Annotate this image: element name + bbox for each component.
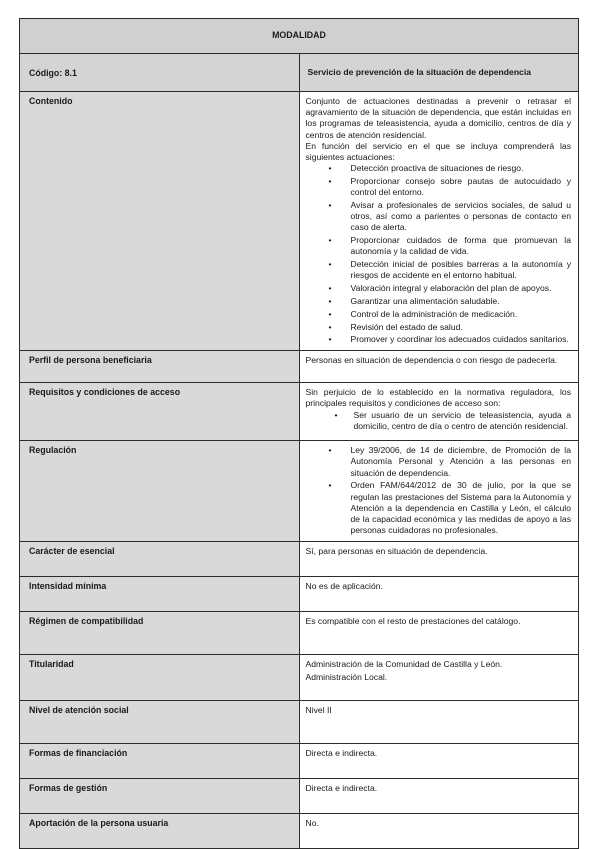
nivel-row	[20, 701, 579, 744]
perfil-value: Personas en situación de dependencia o con riesgo de padecerla.	[299, 351, 579, 383]
titularidad-value	[299, 655, 579, 701]
list-item: • Ley 39/2006, de 14 de diciembre, de Promoción de la Autonomía Personal y Atención a las personas en situación de dependencia.	[306, 445, 572, 479]
requisitos-intro: Sin perjuicio de lo establecido en la normativa reguladora, los principales requisitos y condiciones de acceso son:	[305, 387, 571, 409]
intensidad-row	[20, 577, 579, 612]
intensidad-label: Intensidad mínima	[20, 577, 300, 612]
regimen-value: Es compatible con el resto de prestaciones del catálogo.	[299, 612, 579, 655]
modalidad-sheet	[19, 18, 579, 849]
regulacion-list	[306, 445, 572, 536]
list-item: • Detección inicial de posibles barreras a la autonomía y riesgos de accidente en el entorno habitual.	[306, 259, 572, 281]
contenido-label: Contenido	[20, 92, 300, 351]
contenido-lead: En función del servicio en el que se incluya comprenderá las siguientes actuaciones:	[305, 140, 571, 163]
list-item: • Detección proactiva de situaciones de riesgo.	[306, 163, 572, 174]
list-item: • Proporcionar consejo sobre pautas de autocuidado y control del entorno.	[306, 176, 572, 198]
requisitos-label: Requisitos y condiciones de acceso	[20, 383, 300, 441]
gestion-label: Formas de gestión	[20, 779, 300, 814]
list-item: • Ser usuario de un servicio de teleasistencia, ayuda a domicilio, centro de día o centro de atención residencial.	[306, 410, 572, 432]
list-item: • Control de la administración de medicación.	[306, 309, 572, 320]
caracter-label: Carácter de esencial	[20, 542, 300, 577]
aportacion-row	[20, 814, 579, 849]
requisitos-list	[306, 410, 572, 432]
table-title: MODALIDAD	[20, 19, 579, 54]
regulacion-label: Regulación	[20, 441, 300, 542]
requisitos-row	[20, 383, 579, 441]
contenido-intro: Conjunto de actuaciones destinadas a prevenir o retrasar el agravamiento de la situación de dependencia, que están incluidas en los programas de teleasistencia, ayuda a domicilio, centros de día y centros de atención residencial.	[305, 96, 571, 140]
perfil-label: Perfil de persona beneficiaria	[20, 351, 300, 383]
titularidad-line: Administración de la Comunidad de Castilla y León.	[305, 659, 503, 670]
aportacion-label: Aportación de la persona usuaria	[20, 814, 300, 849]
requisitos-value	[299, 383, 579, 441]
list-item: • Orden FAM/644/2012 de 30 de julio, por la que se regulan las prestaciones del Sistema para la Autonomía y Atención a la dependencia en Castilla y León, el cálculo de la capacidad económica y las medidas de apoyo a las personas cuidadoras no profesionales.	[306, 480, 572, 536]
caracter-row	[20, 542, 579, 577]
caracter-value: Sí, para personas en situación de dependencia.	[299, 542, 579, 577]
nivel-value: Nivel II	[299, 701, 579, 744]
code-value: Servicio de prevención de la situación de dependencia	[299, 54, 579, 92]
nivel-label: Nivel de atención social	[20, 701, 300, 744]
regimen-label: Régimen de compatibilidad	[20, 612, 300, 655]
gestion-row	[20, 779, 579, 814]
financiacion-value: Directa e indirecta.	[299, 744, 579, 779]
contenido-value	[299, 92, 579, 351]
list-item: • Promover y coordinar los adecuados cuidados sanitarios.	[306, 334, 572, 345]
financiacion-label: Formas de financiación	[20, 744, 300, 779]
list-item: • Revisión del estado de salud.	[306, 322, 572, 333]
contenido-row	[20, 92, 579, 351]
perfil-row	[20, 351, 579, 383]
titularidad-label: Titularidad	[20, 655, 300, 701]
list-item: • Valoración integral y elaboración del plan de apoyos.	[306, 283, 572, 294]
header-row	[20, 19, 579, 54]
intensidad-value: No es de aplicación.	[299, 577, 579, 612]
list-item: • Avisar a profesionales de servicios sociales, de salud u otros, así como a parientes o personas de contacto en caso de alerta.	[306, 200, 572, 234]
titularidad-row	[20, 655, 579, 701]
regimen-row	[20, 612, 579, 655]
list-item: • Proporcionar cuidados de forma que promuevan la autonomía y la calidad de vida.	[306, 235, 572, 257]
regulacion-value	[299, 441, 579, 542]
aportacion-value: No.	[299, 814, 579, 849]
code-row	[20, 54, 579, 92]
titularidad-line: Administración Local.	[305, 672, 388, 683]
contenido-list	[306, 163, 572, 345]
list-item: • Garantizar una alimentación saludable.	[306, 296, 572, 307]
modalidad-table	[19, 18, 579, 849]
financiacion-row	[20, 744, 579, 779]
gestion-value: Directa e indirecta.	[299, 779, 579, 814]
code-label: Código: 8.1	[20, 54, 300, 92]
regulacion-row	[20, 441, 579, 542]
